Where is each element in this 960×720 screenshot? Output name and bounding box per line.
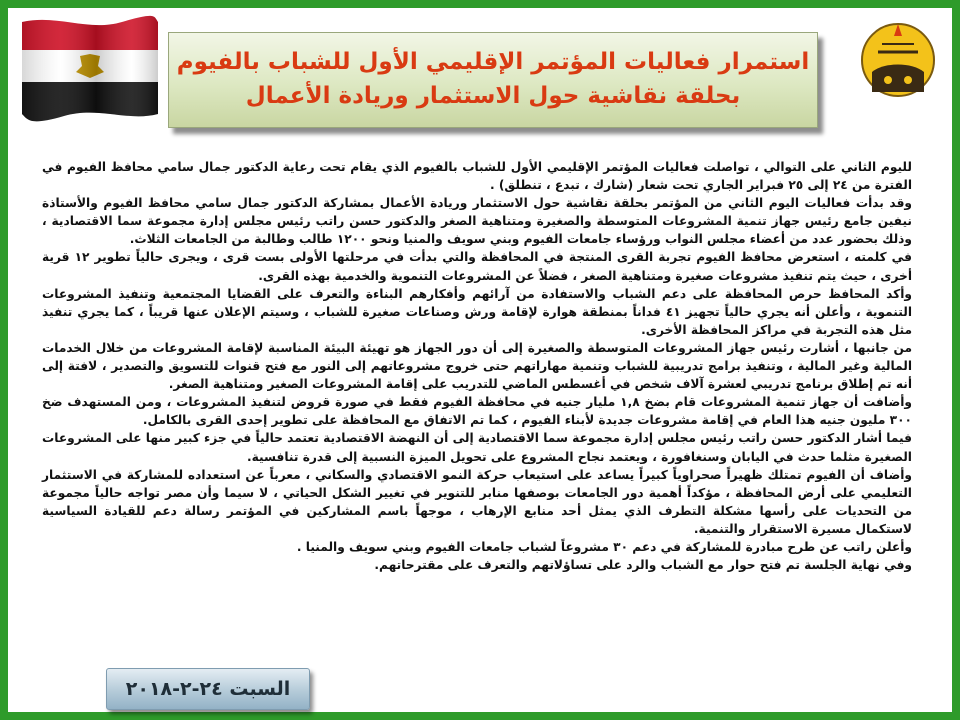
title-banner bbox=[168, 32, 818, 128]
fayoum-logo-icon bbox=[858, 18, 938, 106]
title-line-1: استمرار فعاليات المؤتمر الإقليمي الأول للشباب بالفيوم bbox=[176, 49, 810, 75]
article-paragraph: من جانبها ، أشارت رئيس جهاز المشروعات المتوسطة والصغيرة إلى أن دور الجهاز هو تهيئة البيئة المناسبة لإقامة المشروعات من خلال الخدمات المالية وغير المالية ، وتنفيذ برامج تدريبية للشباب وتنمية مهاراتهم حتى خروج مشروعاتهم إلى النور مع فتح قنوات للتسويق والتصدير ، لافتة إلى أنه تم إطلاق برنامج تدريبي لعشرة آلاف شخص في أغسطس الماضي للتدريب على إقامة المشروعات الصغير ومتناهية الصغر. bbox=[42, 340, 912, 392]
article-paragraph: وقد بدأت فعاليات اليوم الثاني من المؤتمر بحلقة نقاشية حول الاستثمار وريادة الأعمال بمشاركة الدكتور جمال سامي محافظ الفيوم والأستاذة نيفين جامع رئيس جهاز تنمية المشروعات المتوسطة والصغيرة ومتناهية الصغر والدكتور حسن راتب رئيس مجلس إدارة مجموعة سما الاقتصادية ، وذلك بحضور عدد من أعضاء مجلس النواب ورؤساء جامعات الفيوم وبني سويف والمنيا ونحو ١٢٠٠ طالب وطالبة من الجامعات الثلاث. bbox=[42, 196, 912, 247]
article-body bbox=[42, 158, 912, 574]
article-paragraph: وأضافت أن جهاز تنمية المشروعات قام بضخ ١,٨ مليار جنيه في محافظة الفيوم فقط في صورة قروض لتنفيذ المشروعات ، ومن المستهدف ضخ ٣٠٠ مليون جنيه هذا العام في إقامة مشروعات جديدة لأبناء الفيوم ، كما تم الاتفاق مع المحافظة على تطوير إحدى القرى بالكامل. bbox=[42, 395, 912, 428]
article-paragraph: وأكد المحافظ حرص المحافظة على دعم الشباب والاستفادة من آرائهم وأفكارهم البناءة والتعرف على القضايا المجتمعية وتنفيذ المشروعات التنموية ، وأعلن أنه يجري حالياً تجهيز ٤١ فداناً بمنطقة هوارة لإقامة ورش وصناعات صغيرة للشباب ، وسيتم الإعلان عنها قريباً ، كما يجري تنفيذ مثل هذه التجربة في مراكز المحافظة الأخرى. bbox=[42, 286, 912, 337]
article-paragraph: وأضاف أن الفيوم تمتلك ظهيراً صحراوياً كبيراً يساعد على استيعاب حركة النمو الاقتصادي والسكاني ، معرباً عن استعداده للمشاركة في الاستثمار التعليمي على أرض المحافظة ، مؤكداً أهمية دور الجامعات بوصفها منابر للتنوير في تغيير الشكل الحياتي ، لا سيما وأن مصر تواجه حالياً مجموعة من التحديات على رأسها مشكلة التطرف الذي يمثل أحد منابع الإرهاب ، موجهاً باسم المشاركين في المؤتمر رسالة دعم للقيادة السياسية لاستكمال مسيرة الاستقرار والتنمية. bbox=[42, 467, 912, 536]
egypt-flag-icon bbox=[18, 14, 160, 124]
article-paragraph: وأعلن راتب عن طرح مبادرة للمشاركة في دعم ٣٠ مشروعاً لشباب جامعات الفيوم وبني سويف والمنيا . bbox=[296, 539, 912, 554]
article-paragraph: فيما أشار الدكتور حسن راتب رئيس مجلس إدارة مجموعة سما الاقتصادية إلى أن النهضة الاقتصادية تعتمد حالياً في جزء كبير منها على المشروعات الصغيرة مثلما حدث في اليابان وسنغافورة ، ويعتمد نجاح المشروع على تحويل الميزة النسبية إلى قدرة تنافسية. bbox=[42, 431, 912, 464]
date-badge: السبت ٢٤-٢-٢٠١٨ bbox=[106, 668, 310, 710]
article-paragraph: وفي نهاية الجلسة تم فتح حوار مع الشباب والرد على تساؤلاتهم والتعرف على مقترحاتهم. bbox=[374, 558, 912, 573]
article-paragraph: لليوم الثاني على التوالي ، تواصلت فعاليات المؤتمر الإقليمي الأول للشباب بالفيوم الذي يقام تحت رعاية الدكتور جمال سامي محافظ الفيوم في الفترة من ٢٤ إلى ٢٥ فبراير الجاري تحت شعار (شارك ، تبدع ، تنطلق) . bbox=[42, 160, 912, 193]
title-line-2: بحلقة نقاشية حول الاستثمار وريادة الأعمال bbox=[245, 83, 741, 109]
article-paragraph: في كلمته ، استعرض محافظ الفيوم تجربة القرى المنتجة في المحافظة والتي بدأت في مرحلتها الأولى بست قرى ، ويجرى حالياً تطوير ١٢ قرية أخرى ، حيث يتم تنفيذ مشروعات صغيرة ومتناهية الصغر ، فضلاً عن المشروعات التنموية والخدمية بهذه القرى. bbox=[42, 250, 912, 283]
